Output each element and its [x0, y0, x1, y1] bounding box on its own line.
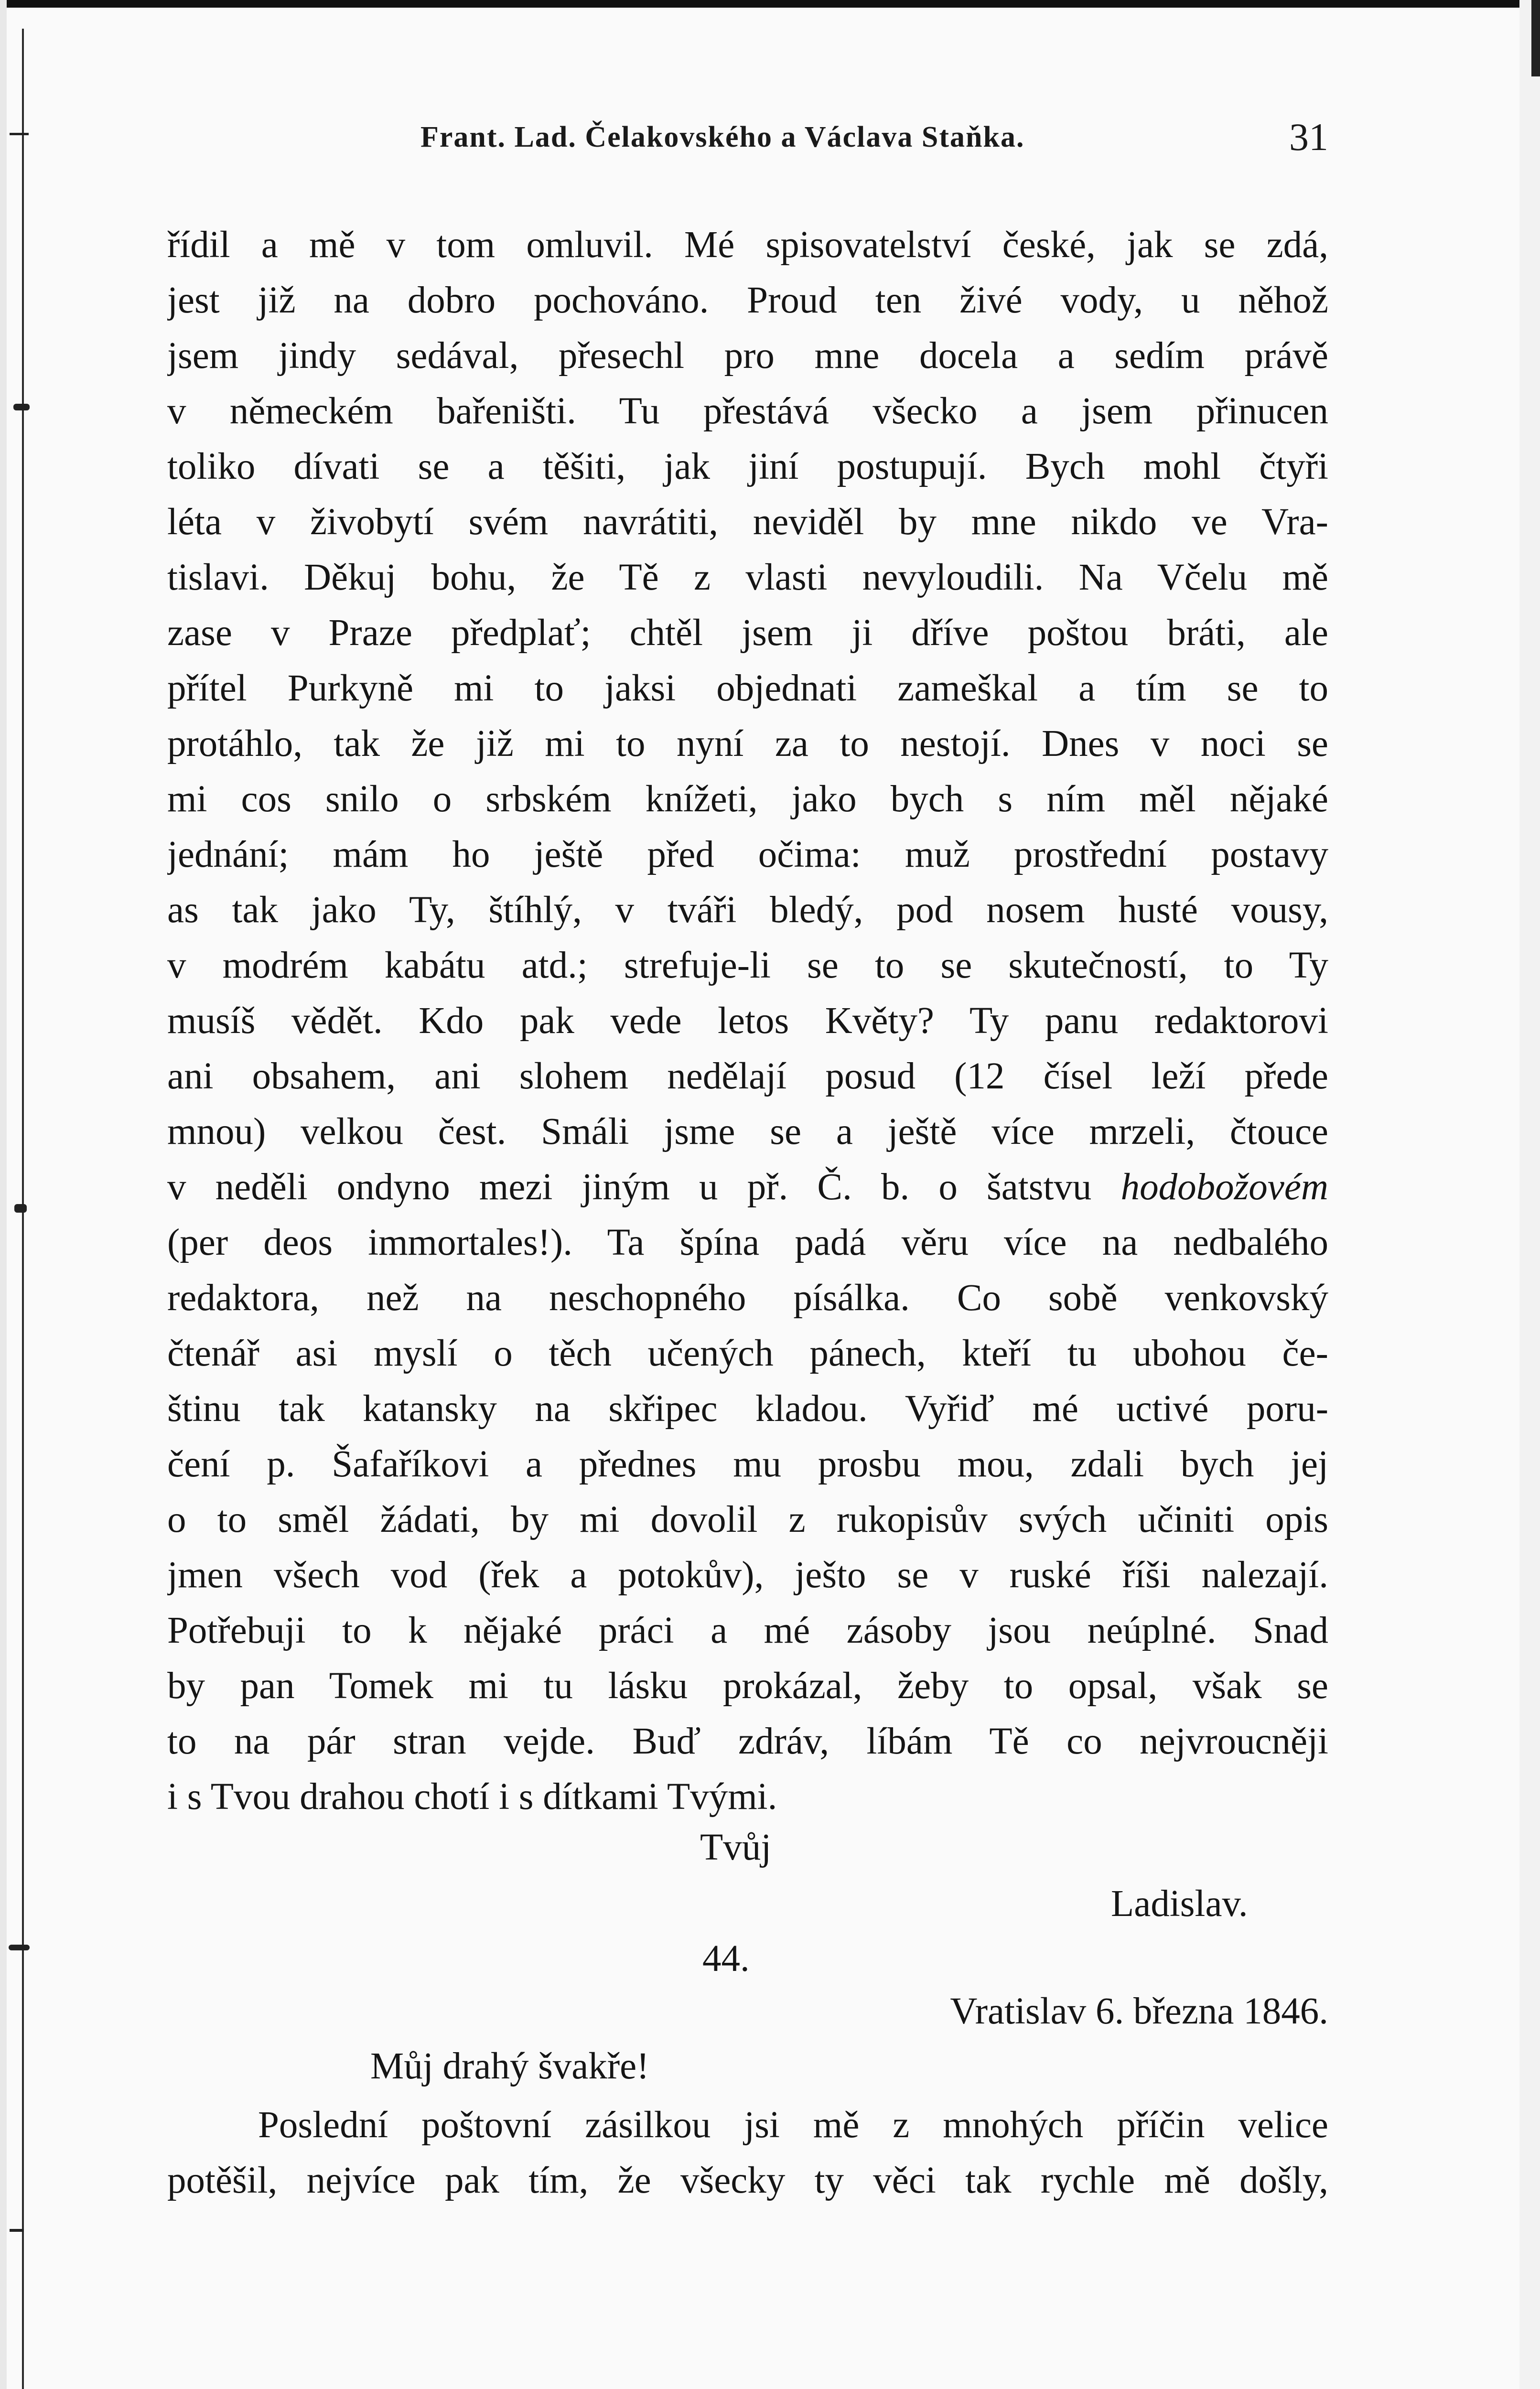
italic-phrase: hodobožovém — [1120, 1166, 1328, 1208]
scan-tick-mark — [14, 1204, 27, 1213]
text-line: čení p. Šafaříkovi a přednes mu prosbu mou, zdali bych jej — [167, 1443, 1328, 1485]
text-line: v modrém kabátu atd.; strefuje-li se to se skutečností, to Ty — [167, 945, 1328, 986]
text-line: léta v živobytí svém navrátiti, neviděl by mne nikdo ve Vra- — [167, 501, 1328, 543]
closing-word: Tvůj — [700, 1827, 772, 1868]
text-line: potěšil, nejvíce pak tím, že všecky ty věci tak rychle mě došly, — [167, 2160, 1328, 2201]
text-line: (per deos immortales!). Ta špína padá věru více na nedbalého — [167, 1222, 1328, 1263]
dateline: Vratislav 6. března 1846. — [950, 1991, 1328, 2032]
text-line: toliko dívati se a těšiti, jak jiní postupují. Bych mohl čtyři — [167, 446, 1328, 487]
text-line: jednání; mám ho ještě před očima: muž prostřední postavy — [167, 834, 1328, 875]
scan-edge-right-shadow — [1531, 0, 1540, 76]
scan-tick-mark — [10, 2229, 24, 2232]
text-line: jmen všech vod (řek a potokův), ješto se v ruské říši nalezají. — [167, 1554, 1328, 1596]
scan-edge-top — [0, 0, 1540, 8]
text-line: mnou) velkou čest. Smáli jsme se a ještě více mrzeli, čtouce — [167, 1111, 1328, 1152]
text-line: štinu tak katansky na skřipec kladou. Vyřiď mé uctivé poru- — [167, 1388, 1328, 1430]
letter-44-body — [167, 2098, 1328, 2208]
text-line: redaktora, než na neschopného písálka. Co sobě venkovský — [167, 1277, 1328, 1319]
running-head: Frant. Lad. Čelakovského a Václava Staňka. — [420, 121, 1025, 153]
scan-edge-right — [1519, 0, 1540, 2389]
text-line: i s Tvou drahou chotí i s dítkami Tvými. — [167, 1776, 777, 1818]
text-line: jsem jindy sedával, přesechl pro mne docela a sedím právě — [167, 335, 1328, 377]
text-line: přítel Purkyně mi to jaksi objednati zameškal a tím se to — [167, 667, 1328, 709]
text-line: řídil a mě v tom omluvil. Mé spisovatelství české, jak se zdá, — [167, 224, 1328, 266]
scan-tick-mark — [9, 1945, 30, 1950]
text-line: by pan Tomek mi tu lásku prokázal, žeby to opsal, však se — [167, 1665, 1328, 1707]
signature: Ladislav. — [1111, 1883, 1248, 1925]
text-line: Potřebuji to k nějaké práci a mé zásoby jsou neúplné. Snad — [167, 1610, 1328, 1651]
text-line: o to směl žádati, by mi dovolil z rukopisův svých učiniti opis — [167, 1499, 1328, 1540]
salutation: Můj drahý švakře! — [370, 2045, 649, 2087]
text-line: to na pár stran vejde. Buď zdráv, líbám Tě co nejvroucněji — [167, 1721, 1328, 1762]
text-line: Poslední poštovní zásilkou jsi mě z mnohých příčin velice — [258, 2104, 1328, 2146]
text-line: zase v Praze předplať; chtěl jsem ji dříve poštou bráti, ale — [167, 612, 1328, 654]
text-line: musíš vědět. Kdo pak vede letos Květy? Ty panu redaktorovi — [167, 1000, 1328, 1042]
letter-number: 44. — [702, 1938, 750, 1980]
text-line: protáhlo, tak že již mi to nyní za to nestojí. Dnes v noci se — [167, 723, 1328, 764]
text-line: v německém bařeništi. Tu přestává všecko a jsem přinucen — [167, 390, 1328, 432]
text-line: tislavi. Děkuj bohu, že Tě z vlasti nevyloudili. Na Včelu mě — [167, 557, 1328, 598]
scan-tick-mark — [13, 404, 30, 410]
scan-edge-left — [0, 0, 7, 2389]
text-line-part: v neděli ondyno mezi jiným u př. Č. b. o šatstvu — [167, 1166, 1092, 1208]
text-line: as tak jako Ty, štíhlý, v tváři bledý, pod nosem husté vousy, — [167, 889, 1328, 931]
page-number: 31 — [1289, 115, 1328, 159]
text-line: čtenář asi myslí o těch učených pánech, kteří tu ubohou če- — [167, 1333, 1328, 1374]
text-line-with-italic — [167, 1160, 1328, 1215]
text-line: mi cos snilo o srbském knížeti, jako bych s ním měl nějaké — [167, 778, 1328, 820]
text-line: ani obsahem, ani slohem nedělají posud (12 čísel leží přede — [167, 1055, 1328, 1097]
letter-43-body — [167, 217, 1328, 1825]
text-line: jest již na dobro pochováno. Proud ten živé vody, u něhož — [167, 280, 1328, 321]
scan-tick-mark — [10, 133, 29, 135]
